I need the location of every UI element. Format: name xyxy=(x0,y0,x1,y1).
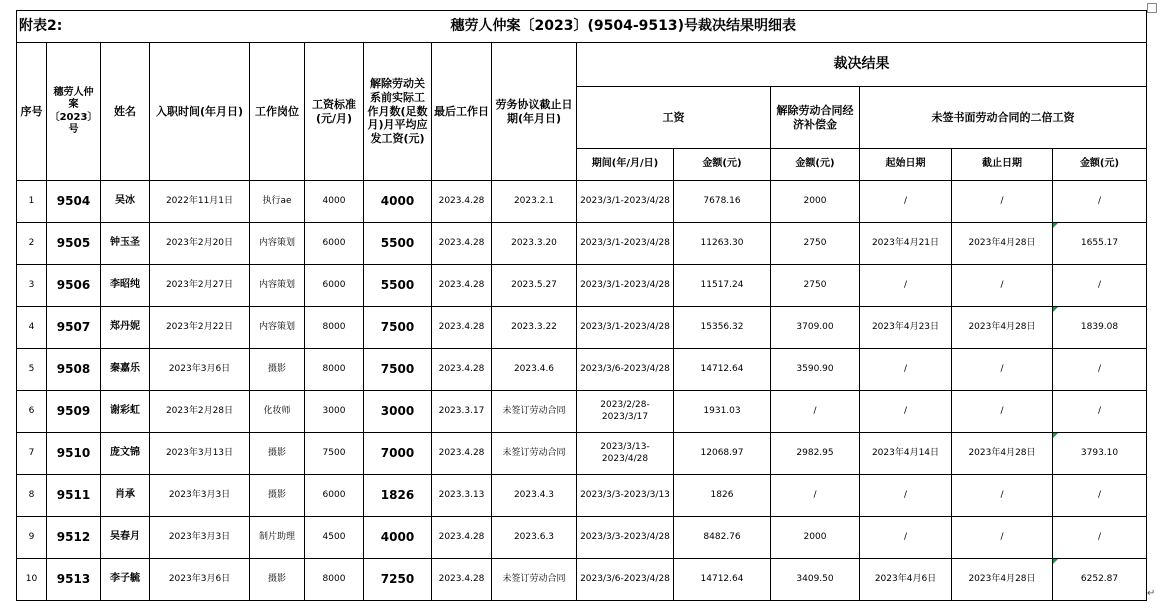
position-cell: 内容策划 xyxy=(250,265,305,307)
wage-period-cell: 2023/3/1-2023/4/28 xyxy=(577,181,674,223)
name-cell: 李昭纯 xyxy=(101,265,150,307)
average-wage-cell: 7250 xyxy=(364,559,432,601)
seq-cell: 8 xyxy=(17,475,47,517)
average-wage-cell: 4000 xyxy=(364,517,432,559)
wage-period-cell: 2023/3/1-2023/4/28 xyxy=(577,265,674,307)
case-number-cell: 9505 xyxy=(47,223,101,265)
wage-amount-cell: 11517.24 xyxy=(674,265,771,307)
contract-end-cell: 未签订劳动合同 xyxy=(492,559,577,601)
contract-end-cell: 2023.2.1 xyxy=(492,181,577,223)
start-date-cell: 2023年4月23日 xyxy=(860,307,952,349)
table-row xyxy=(17,223,1147,265)
contract-end-cell: 未签订劳动合同 xyxy=(492,391,577,433)
name-cell: 肖承 xyxy=(101,475,150,517)
last-work-day-cell: 2023.4.28 xyxy=(432,433,492,475)
start-date-cell: / xyxy=(860,349,952,391)
entry-date-cell: 2023年2月20日 xyxy=(150,223,250,265)
average-wage-cell: 4000 xyxy=(364,181,432,223)
compensation-cell: 2000 xyxy=(771,181,860,223)
header-salary-standard: 工资标准(元/月) xyxy=(305,43,364,181)
table-row xyxy=(17,559,1147,601)
contract-end-cell: 2023.3.20 xyxy=(492,223,577,265)
wage-period-cell: 2023/3/1-2023/4/28 xyxy=(577,223,674,265)
case-number-cell: 9507 xyxy=(47,307,101,349)
compensation-cell: 2750 xyxy=(771,223,860,265)
double-wage-cell: / xyxy=(1053,181,1147,223)
average-wage-cell: 1826 xyxy=(364,475,432,517)
table-row xyxy=(17,433,1147,475)
compensation-cell: / xyxy=(771,475,860,517)
case-number-cell: 9508 xyxy=(47,349,101,391)
average-wage-cell: 3000 xyxy=(364,391,432,433)
double-wage-cell: 6252.87 xyxy=(1053,559,1147,601)
average-wage-cell: 5500 xyxy=(364,223,432,265)
page-title: 穗劳人仲案〔2023〕(9504-9513)号裁决结果明细表 xyxy=(101,11,1147,43)
entry-date-cell: 2023年3月6日 xyxy=(150,349,250,391)
end-date-cell: / xyxy=(952,265,1053,307)
case-number-cell: 9510 xyxy=(47,433,101,475)
wage-amount-cell: 14712.64 xyxy=(674,559,771,601)
paragraph-mark-icon: ↵ xyxy=(1147,588,1156,599)
salary-standard-cell: 4000 xyxy=(305,181,364,223)
case-number-cell: 9509 xyxy=(47,391,101,433)
end-date-cell: / xyxy=(952,517,1053,559)
contract-end-cell: 2023.4.6 xyxy=(492,349,577,391)
double-wage-cell: / xyxy=(1053,517,1147,559)
contract-end-cell: 未签订劳动合同 xyxy=(492,433,577,475)
header-compensation: 解除劳动合同经济补偿金 xyxy=(771,87,860,149)
table-row xyxy=(17,517,1147,559)
arbitration-result-table xyxy=(16,10,1147,601)
contract-end-cell: 2023.5.27 xyxy=(492,265,577,307)
end-date-cell: 2023年4月28日 xyxy=(952,307,1053,349)
header-contract-end-date: 劳务协议截止日期(年月日) xyxy=(492,43,577,181)
double-wage-cell: / xyxy=(1053,391,1147,433)
compensation-cell: 3590.90 xyxy=(771,349,860,391)
case-number-cell: 9506 xyxy=(47,265,101,307)
salary-standard-cell: 8000 xyxy=(305,559,364,601)
salary-standard-cell: 8000 xyxy=(305,349,364,391)
last-work-day-cell: 2023.4.28 xyxy=(432,181,492,223)
end-date-cell: / xyxy=(952,181,1053,223)
wage-amount-cell: 1826 xyxy=(674,475,771,517)
compensation-cell: 3409.50 xyxy=(771,559,860,601)
seq-cell: 6 xyxy=(17,391,47,433)
end-date-cell: / xyxy=(952,475,1053,517)
name-cell: 郑丹妮 xyxy=(101,307,150,349)
position-cell: 执行ae xyxy=(250,181,305,223)
position-cell: 内容策划 xyxy=(250,307,305,349)
entry-date-cell: 2023年3月13日 xyxy=(150,433,250,475)
contract-end-cell: 2023.3.22 xyxy=(492,307,577,349)
case-number-cell: 9512 xyxy=(47,517,101,559)
header-period: 期间(年/月/日) xyxy=(577,149,674,181)
start-date-cell: 2023年4月6日 xyxy=(860,559,952,601)
header-start-date: 起始日期 xyxy=(860,149,952,181)
compensation-cell: 2750 xyxy=(771,265,860,307)
name-cell: 李子毓 xyxy=(101,559,150,601)
double-wage-cell: / xyxy=(1053,349,1147,391)
case-number-cell: 9511 xyxy=(47,475,101,517)
header-name: 姓名 xyxy=(101,43,150,181)
header-wage-amount: 金额(元) xyxy=(674,149,771,181)
table-row xyxy=(17,475,1147,517)
entry-date-cell: 2023年2月28日 xyxy=(150,391,250,433)
entry-date-cell: 2023年2月22日 xyxy=(150,307,250,349)
name-cell: 秦嘉乐 xyxy=(101,349,150,391)
seq-cell: 7 xyxy=(17,433,47,475)
header-wage: 工资 xyxy=(577,87,771,149)
wage-period-cell: 2023/3/3-2023/4/28 xyxy=(577,517,674,559)
double-wage-cell: / xyxy=(1053,265,1147,307)
average-wage-cell: 7500 xyxy=(364,349,432,391)
table-move-handle-icon[interactable] xyxy=(1147,3,1157,13)
start-date-cell: / xyxy=(860,181,952,223)
last-work-day-cell: 2023.4.28 xyxy=(432,265,492,307)
salary-standard-cell: 6000 xyxy=(305,265,364,307)
header-double-wage: 未签书面劳动合同的二倍工资 xyxy=(860,87,1147,149)
case-number-cell: 9513 xyxy=(47,559,101,601)
last-work-day-cell: 2023.4.28 xyxy=(432,559,492,601)
compensation-cell: 2982.95 xyxy=(771,433,860,475)
wage-period-cell: 2023/2/28-2023/3/17 xyxy=(577,391,674,433)
position-cell: 制片助理 xyxy=(250,517,305,559)
header-average-wage: 解除劳动关系前实际工作月数(足数月)月平均应发工资(元) xyxy=(364,43,432,181)
header-seq: 序号 xyxy=(17,43,47,181)
name-cell: 吴春月 xyxy=(101,517,150,559)
wage-period-cell: 2023/3/13-2023/4/28 xyxy=(577,433,674,475)
position-cell: 摄影 xyxy=(250,349,305,391)
table-row xyxy=(17,349,1147,391)
case-number-cell: 9504 xyxy=(47,181,101,223)
salary-standard-cell: 3000 xyxy=(305,391,364,433)
start-date-cell: / xyxy=(860,391,952,433)
wage-period-cell: 2023/3/3-2023/3/13 xyxy=(577,475,674,517)
wage-amount-cell: 12068.97 xyxy=(674,433,771,475)
header-entry-date: 入职时间(年月日) xyxy=(150,43,250,181)
entry-date-cell: 2023年2月27日 xyxy=(150,265,250,307)
last-work-day-cell: 2023.4.28 xyxy=(432,517,492,559)
seq-cell: 2 xyxy=(17,223,47,265)
seq-cell: 5 xyxy=(17,349,47,391)
seq-cell: 4 xyxy=(17,307,47,349)
end-date-cell: / xyxy=(952,349,1053,391)
start-date-cell: 2023年4月14日 xyxy=(860,433,952,475)
last-work-day-cell: 2023.3.13 xyxy=(432,475,492,517)
wage-amount-cell: 11263.30 xyxy=(674,223,771,265)
compensation-cell: 2000 xyxy=(771,517,860,559)
table-row xyxy=(17,391,1147,433)
wage-period-cell: 2023/3/1-2023/4/28 xyxy=(577,307,674,349)
average-wage-cell: 7500 xyxy=(364,307,432,349)
last-work-day-cell: 2023.4.28 xyxy=(432,223,492,265)
header-case-no: 穗劳人仲案〔2023〕号 xyxy=(47,43,101,181)
name-cell: 钟玉圣 xyxy=(101,223,150,265)
wage-amount-cell: 7678.16 xyxy=(674,181,771,223)
header-double-wage-amount: 金额(元) xyxy=(1053,149,1147,181)
table-row xyxy=(17,181,1147,223)
double-wage-cell: 1839.08 xyxy=(1053,307,1147,349)
position-cell: 摄影 xyxy=(250,475,305,517)
table-row xyxy=(17,307,1147,349)
average-wage-cell: 5500 xyxy=(364,265,432,307)
position-cell: 摄影 xyxy=(250,559,305,601)
end-date-cell: / xyxy=(952,391,1053,433)
name-cell: 庞文锦 xyxy=(101,433,150,475)
compensation-cell: 3709.00 xyxy=(771,307,860,349)
table-row xyxy=(17,265,1147,307)
double-wage-cell: / xyxy=(1053,475,1147,517)
salary-standard-cell: 6000 xyxy=(305,475,364,517)
header-end-date: 截止日期 xyxy=(952,149,1053,181)
seq-cell: 10 xyxy=(17,559,47,601)
seq-cell: 3 xyxy=(17,265,47,307)
header-position: 工作岗位 xyxy=(250,43,305,181)
start-date-cell: / xyxy=(860,475,952,517)
entry-date-cell: 2023年3月3日 xyxy=(150,475,250,517)
result-table-sheet xyxy=(16,10,1146,600)
wage-period-cell: 2023/3/6-2023/4/28 xyxy=(577,349,674,391)
header-last-work-day: 最后工作日 xyxy=(432,43,492,181)
start-date-cell: / xyxy=(860,265,952,307)
double-wage-cell: 3793.10 xyxy=(1053,433,1147,475)
wage-amount-cell: 15356.32 xyxy=(674,307,771,349)
wage-period-cell: 2023/3/6-2023/4/28 xyxy=(577,559,674,601)
salary-standard-cell: 6000 xyxy=(305,223,364,265)
last-work-day-cell: 2023.3.17 xyxy=(432,391,492,433)
average-wage-cell: 7000 xyxy=(364,433,432,475)
wage-amount-cell: 1931.03 xyxy=(674,391,771,433)
salary-standard-cell: 7500 xyxy=(305,433,364,475)
entry-date-cell: 2022年11月1日 xyxy=(150,181,250,223)
entry-date-cell: 2023年3月3日 xyxy=(150,517,250,559)
compensation-cell: / xyxy=(771,391,860,433)
salary-standard-cell: 4500 xyxy=(305,517,364,559)
wage-amount-cell: 14712.64 xyxy=(674,349,771,391)
end-date-cell: 2023年4月28日 xyxy=(952,559,1053,601)
last-work-day-cell: 2023.4.28 xyxy=(432,349,492,391)
position-cell: 摄影 xyxy=(250,433,305,475)
last-work-day-cell: 2023.4.28 xyxy=(432,307,492,349)
contract-end-cell: 2023.4.3 xyxy=(492,475,577,517)
start-date-cell: 2023年4月21日 xyxy=(860,223,952,265)
wage-amount-cell: 8482.76 xyxy=(674,517,771,559)
contract-end-cell: 2023.6.3 xyxy=(492,517,577,559)
seq-cell: 1 xyxy=(17,181,47,223)
end-date-cell: 2023年4月28日 xyxy=(952,223,1053,265)
double-wage-cell: 1655.17 xyxy=(1053,223,1147,265)
header-compensation-amount: 金额(元) xyxy=(771,149,860,181)
name-cell: 吴冰 xyxy=(101,181,150,223)
salary-standard-cell: 8000 xyxy=(305,307,364,349)
start-date-cell: / xyxy=(860,517,952,559)
header-ruling-result: 裁决结果 xyxy=(577,43,1147,87)
entry-date-cell: 2023年3月6日 xyxy=(150,559,250,601)
appendix-label: 附表2: xyxy=(17,11,101,43)
position-cell: 化妆师 xyxy=(250,391,305,433)
end-date-cell: 2023年4月28日 xyxy=(952,433,1053,475)
seq-cell: 9 xyxy=(17,517,47,559)
name-cell: 谢彩虹 xyxy=(101,391,150,433)
position-cell: 内容策划 xyxy=(250,223,305,265)
